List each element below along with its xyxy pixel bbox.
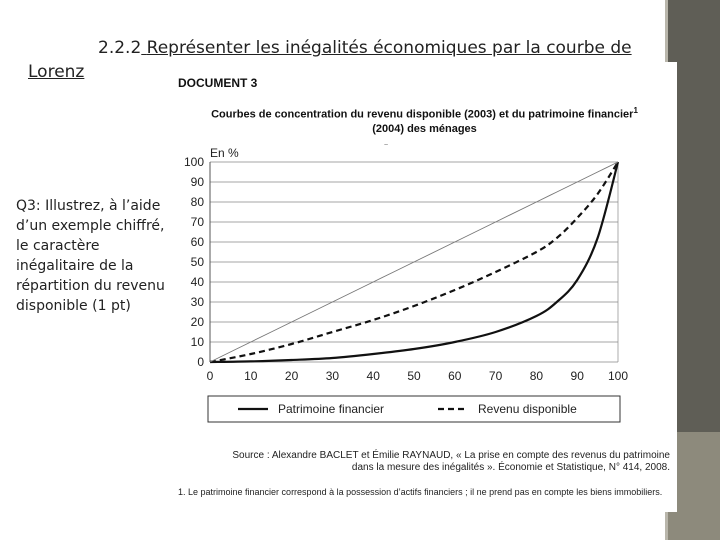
y-tick-label: 10 xyxy=(190,335,204,349)
y-tick-label: 40 xyxy=(190,275,204,289)
y-axis-label: En % xyxy=(210,146,239,160)
legend-label: Revenu disponible xyxy=(478,402,577,416)
lorenz-chart xyxy=(172,144,677,444)
x-tick-label: 0 xyxy=(206,369,214,383)
x-axis-ticks xyxy=(207,369,629,383)
source-note xyxy=(230,450,670,474)
x-tick-label: 20 xyxy=(284,369,299,383)
question-text: Q3: Illustrez, à l’aide d’un exemple chiffré, le caractère inégalitaire de la répartition du revenu disponible (1 pt) xyxy=(16,198,165,314)
x-tick-label: 70 xyxy=(488,369,503,383)
source-prefix: Source : xyxy=(232,450,272,461)
document-label: DOCUMENT 3 xyxy=(178,76,258,90)
y-tick-label: 90 xyxy=(190,175,204,189)
small-marker: ~ xyxy=(384,142,389,149)
legend-label: Patrimoine financier xyxy=(278,402,385,416)
y-tick-label: 0 xyxy=(197,355,204,369)
x-tick-label: 30 xyxy=(325,369,340,383)
heading-text: Représenter les inégalités économiques par la courbe de Lorenz xyxy=(28,38,632,82)
y-tick-label: 100 xyxy=(183,155,204,169)
y-tick-label: 80 xyxy=(190,195,204,209)
x-tick-label: 80 xyxy=(529,369,544,383)
x-tick-label: 90 xyxy=(570,369,584,383)
x-tick-label: 50 xyxy=(407,369,421,383)
source-text: Alexandre BACLET et Émilie RAYNAUD, « La prise en compte des revenus du patrimoine dans la mesure des inégalités ». Économie et Statistique, N° 414, 2008. xyxy=(271,450,670,473)
y-tick-label: 30 xyxy=(190,295,204,309)
y-tick-label: 20 xyxy=(190,315,204,329)
document-title-line1: Courbes de concentration du revenu disponible (2003) et du patrimoine financier xyxy=(211,108,634,121)
y-tick-label: 70 xyxy=(190,215,204,229)
y-tick-label: 50 xyxy=(190,255,204,269)
document-figure xyxy=(172,62,677,512)
y-tick-label: 60 xyxy=(190,235,204,249)
footnote-marker: 1 xyxy=(633,106,638,115)
x-tick-label: 10 xyxy=(244,369,258,383)
heading-number: 2.2.2 xyxy=(98,38,142,58)
x-tick-label: 60 xyxy=(448,369,462,383)
footnote: 1. Le patrimoine financier correspond à la possession d’actifs financiers ; il ne prend pas en compte les biens immobiliers. xyxy=(178,487,663,497)
x-tick-label: 100 xyxy=(607,369,629,383)
document-title-line2: (2004) des ménages xyxy=(372,122,477,135)
chart-legend xyxy=(208,396,620,422)
x-tick-label: 40 xyxy=(366,369,380,383)
document-title xyxy=(172,104,677,136)
y-axis-ticks xyxy=(184,155,204,369)
